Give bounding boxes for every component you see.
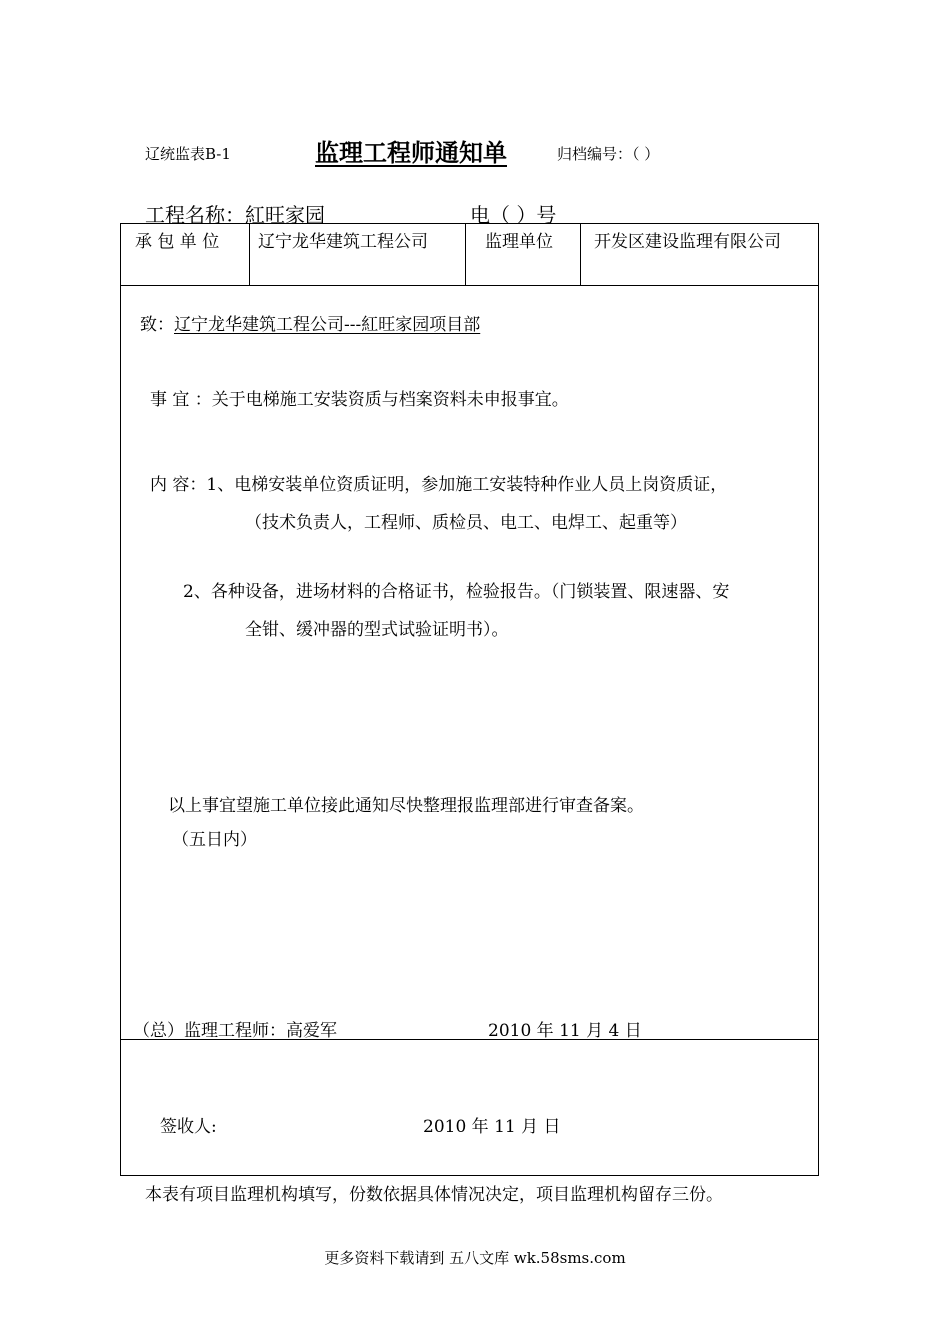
content-line-2: （技术负责人，工程师、质检员、电工、电焊工、起重等）: [245, 513, 687, 533]
matter: 事 宜 ：关于电梯施工安装资质与档案资料未申报事宜。: [150, 390, 569, 410]
form-code: 辽统监表B-1: [145, 145, 231, 163]
divider: [120, 285, 819, 286]
content-line-1: 内 容：1、电梯安装单位资质证明，参加施工安装特种作业人员上岗资质证，: [150, 475, 728, 495]
recipient-value: 辽宁龙华建筑工程公司---紅旺家园项目部: [174, 315, 481, 335]
divider: [249, 223, 250, 285]
supervisor-label: 监理单位: [485, 232, 553, 252]
download-link[interactable]: 更多资料下载请到 五八文库 wk.58sms.com: [324, 1249, 626, 1267]
notice-date: 2010 年 11 月 4 日: [488, 1021, 642, 1041]
footer-note: 本表有项目监理机构填写，份数依据具体情况决定，项目监理机构留存三份。: [145, 1185, 723, 1205]
request-text: 以上事宜望施工单位接此通知尽快整理报监理部进行审查备案。: [168, 796, 644, 816]
contractor-label: 承 包 单 位: [135, 232, 220, 252]
receipt-date: 2010 年 11 月 日: [423, 1117, 561, 1137]
content-line-4: 全钳、缓冲器的型式试验证明书）。: [245, 620, 509, 640]
project-name-value: 紅旺家园: [245, 203, 325, 227]
content-line-3: 2、各种设备，进场材料的合格证书，检验报告。（门锁装置、限速器、安: [183, 582, 730, 602]
signer-label: 签收人:: [160, 1117, 217, 1137]
engineer-signature: （总）监理工程师：高爱军: [133, 1021, 337, 1041]
divider: [465, 223, 466, 285]
deadline-text: （五日内）: [172, 830, 257, 850]
archive-number: 归档编号：（ ）: [557, 145, 660, 163]
recipient: [140, 310, 480, 335]
elec-number: 电（ ）号: [470, 203, 557, 227]
supervisor-value: 开发区建设监理有限公司: [594, 232, 781, 252]
divider: [580, 223, 581, 285]
page-title: 监理工程师通知单: [315, 138, 507, 167]
recipient-label: 致：: [140, 315, 174, 335]
project-name-label: 工程名称：: [145, 203, 245, 227]
contractor-value: 辽宁龙华建筑工程公司: [258, 232, 428, 252]
